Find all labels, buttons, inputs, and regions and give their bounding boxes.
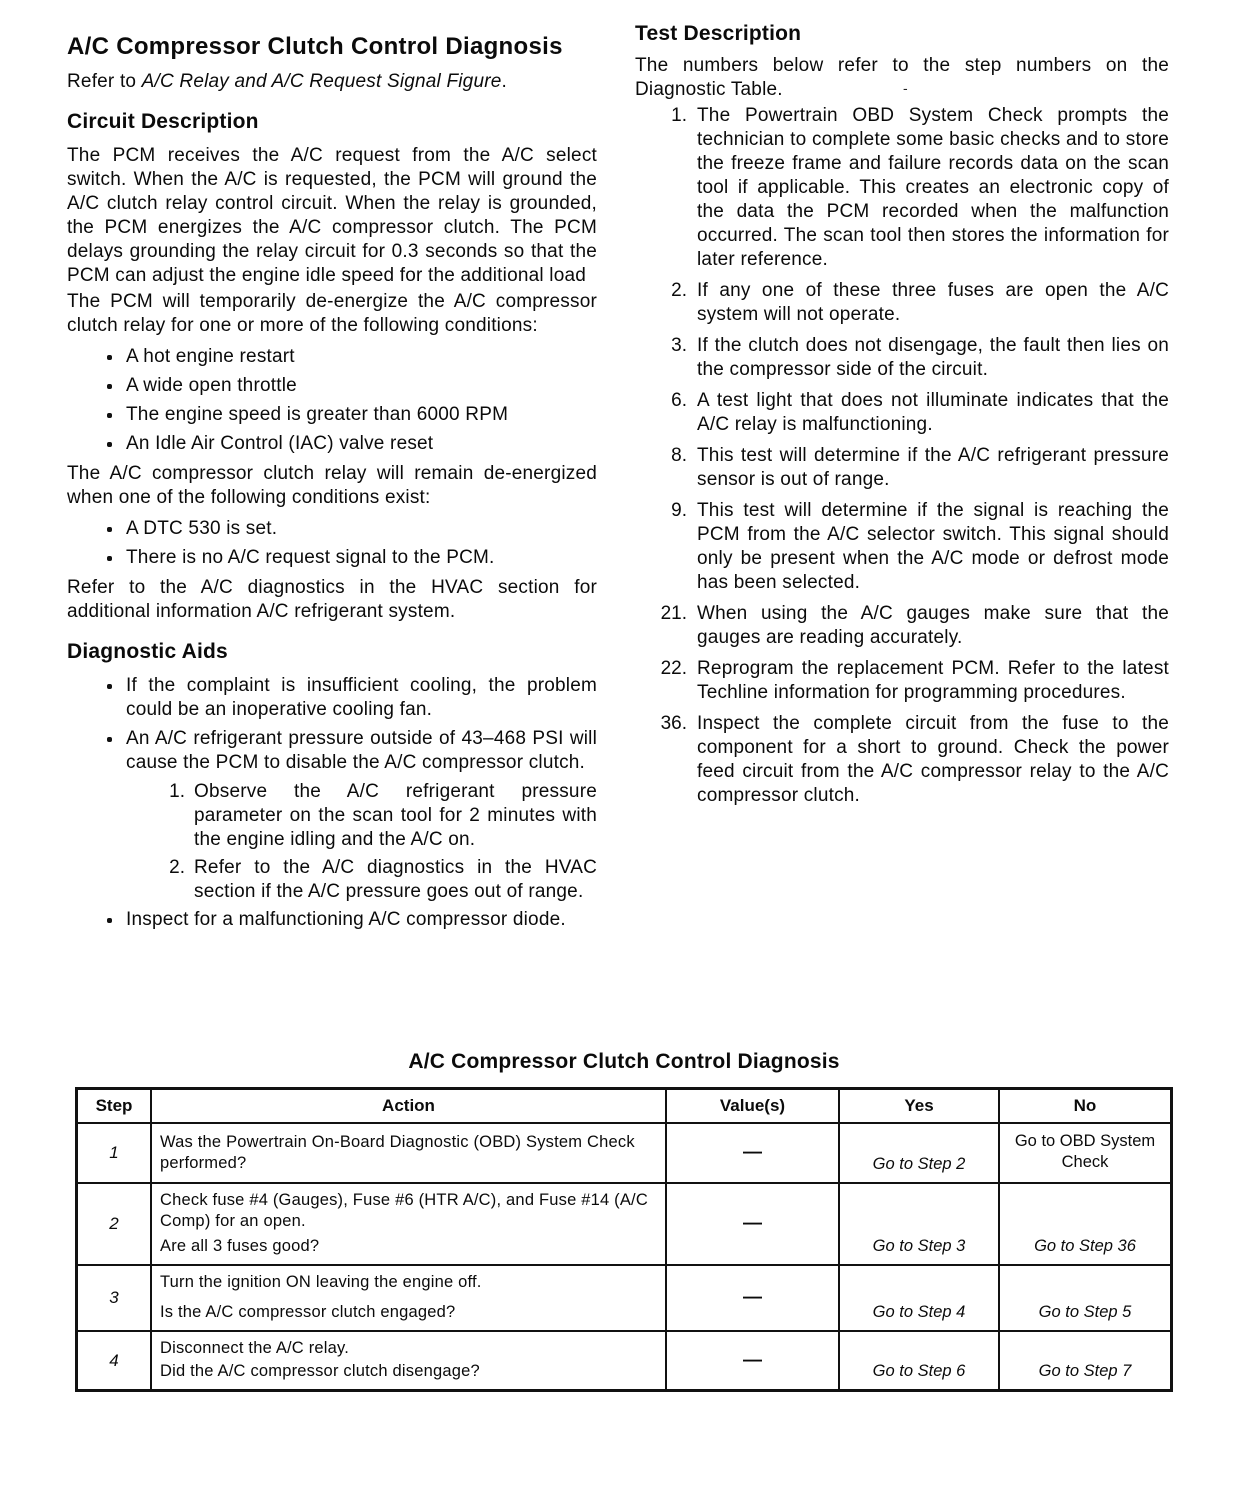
list-item-text: Inspect for a malfunctioning A/C compressor diode.: [126, 909, 566, 930]
sub-step-item: [67, 780, 597, 852]
test-step-item: [635, 712, 1169, 808]
list-item-text: An A/C refrigerant pressure outside of 43–468 PSI will cause the PCM to disable the A/C compressor clutch.: [126, 728, 597, 773]
no-cell: Go to Step 36: [998, 1184, 1170, 1264]
list-item: [67, 374, 597, 398]
bullet-icon: [107, 737, 112, 742]
no-cell: Go to Step 7: [998, 1332, 1170, 1389]
action-question: Did the A/C compressor clutch disengage?: [160, 1362, 480, 1380]
right-column: [635, 20, 1169, 938]
test-step-number: 9.: [671, 500, 687, 521]
table-row: [78, 1264, 1170, 1330]
bullet-icon: [107, 527, 112, 532]
left-column: [67, 20, 597, 938]
refer-figure-name: A/C Relay and A/C Request Signal Figure: [141, 71, 502, 92]
test-step-number: 8.: [671, 445, 687, 466]
diagnostic-aids-heading: Diagnostic Aids: [67, 640, 228, 663]
step-number: 2: [109, 1214, 119, 1233]
action-text: Check fuse #4 (Gauges), Fuse #6 (HTR A/C), and Fuse #14 (A/C Comp) for an open.: [160, 1191, 648, 1230]
sub-step-number: 1.: [169, 781, 185, 802]
test-step-text: This test will determine if the A/C refrigerant pressure sensor is out of range.: [697, 445, 1169, 490]
diagnostic-table: [75, 1087, 1173, 1392]
test-step-text: The Powertrain OBD System Check prompts the technician to complete some basic checks and to store the freeze frame and failure records data on the scan tool if applicable. This creates an electronic copy of the data the PCM recorded when the malfunction occurred. The scan tool then stores the information for later reference.: [697, 105, 1169, 270]
action-text: Turn the ignition ON leaving the engine off.: [160, 1273, 482, 1291]
test-step-text: This test will determine if the signal is reaching the PCM from the A/C selector switch. This signal should only be present when the A/C mode or defrost mode has been selected.: [697, 500, 1169, 593]
test-step-text: A test light that does not illuminate indicates that the A/C relay is malfunctioning.: [697, 390, 1169, 435]
sub-step-number: 2.: [169, 857, 185, 878]
no-cell: Go to Step 5: [998, 1266, 1170, 1330]
test-step-text: Reprogram the replacement PCM. Refer to the latest Techline information for programming procedures.: [697, 658, 1169, 703]
refer-suffix: .: [501, 71, 507, 92]
list-item-text: A wide open throttle: [126, 375, 297, 396]
action-question: Is the A/C compressor clutch engaged?: [160, 1303, 456, 1321]
list-item-text: There is no A/C request signal to the PCM.: [126, 547, 495, 568]
list-item-text: A hot engine restart: [126, 346, 295, 367]
bullet-icon: [107, 556, 112, 561]
bullet-icon: [107, 355, 112, 360]
step-number: 1: [109, 1143, 119, 1162]
bullet-icon: [107, 413, 112, 418]
list-item-text: An Idle Air Control (IAC) valve reset: [126, 433, 434, 454]
header-step: Step: [95, 1096, 133, 1115]
list-item-text: The engine speed is greater than 6000 RPM: [126, 404, 509, 425]
list-item: [67, 403, 597, 427]
test-step-item: [635, 104, 1169, 272]
diagnostic-aids-list: [67, 674, 597, 932]
scan-artifact-mark: -: [903, 80, 909, 96]
sub-step-text: Observe the A/C refrigerant pressure parameter on the scan tool for 2 minutes with the engine idling and the A/C on.: [194, 781, 597, 850]
test-step-number: 36.: [660, 713, 687, 734]
test-step-item: [635, 499, 1169, 595]
table-header-row: [78, 1090, 1170, 1122]
deenergize-conditions-list: [67, 345, 597, 456]
step-number: 3: [109, 1288, 119, 1307]
test-step-item: [635, 389, 1169, 437]
refer-prefix: Refer to: [67, 71, 142, 92]
value-cell: —: [665, 1124, 838, 1182]
test-step-text: When using the A/C gauges make sure that the gauges are reading accurately.: [697, 603, 1169, 648]
yes-cell: Go to Step 2: [838, 1124, 998, 1182]
list-item: [67, 546, 597, 570]
value-cell: —: [665, 1184, 838, 1264]
table-row: [78, 1330, 1170, 1389]
test-step-item: [635, 602, 1169, 650]
action-cell: [150, 1266, 665, 1330]
bullet-icon: [107, 684, 112, 689]
list-item: [67, 727, 597, 775]
action-text: Disconnect the A/C relay.: [160, 1339, 350, 1357]
circuit-paragraph-4: Refer to the A/C diagnostics in the HVAC section for additional information A/C refrigerant system.: [67, 577, 597, 622]
table-row: [78, 1182, 1170, 1264]
step-number: 4: [109, 1350, 119, 1370]
two-column-body: [67, 0, 1171, 938]
list-item: [67, 674, 597, 722]
diagnostic-table-section: [0, 1050, 1248, 1392]
test-step-number: 1.: [671, 105, 687, 126]
circuit-paragraph-3: The A/C compressor clutch relay will remain de-energized when one of the following conditions exist:: [67, 463, 597, 508]
action-text: Was the Powertrain On-Board Diagnostic (OBD) System Check performed?: [160, 1132, 635, 1172]
page-title: A/C Compressor Clutch Control Diagnosis: [67, 33, 563, 60]
list-item: [67, 517, 597, 541]
action-cell: [150, 1184, 665, 1264]
test-step-number: 2.: [671, 280, 687, 301]
test-step-item: [635, 657, 1169, 705]
test-step-number: 21.: [660, 603, 687, 624]
action-cell: [150, 1332, 665, 1389]
circuit-description-heading: Circuit Description: [67, 110, 259, 133]
test-step-text: If the clutch does not disengage, the fault then lies on the compressor side of the circuit.: [697, 335, 1169, 380]
list-item: [67, 345, 597, 369]
table-title: A/C Compressor Clutch Control Diagnosis: [408, 1050, 840, 1073]
action-question: Are all 3 fuses good?: [160, 1237, 320, 1255]
value-cell: —: [665, 1332, 838, 1389]
remain-deenergized-list: [67, 517, 597, 570]
circuit-paragraph-2: The PCM will temporarily de-energize the A/C compressor clutch relay for one or more of the following conditions:: [67, 291, 597, 336]
test-step-number: 6.: [671, 390, 687, 411]
header-action: Action: [150, 1090, 665, 1122]
test-step-text: If any one of these three fuses are open the A/C system will not operate.: [697, 280, 1169, 325]
action-cell: [150, 1124, 665, 1182]
list-item-text: A DTC 530 is set.: [126, 518, 278, 539]
figure-reference: [67, 70, 597, 94]
header-no: No: [998, 1090, 1170, 1122]
header-values: Value(s): [665, 1090, 838, 1122]
sub-step-item: [67, 856, 597, 904]
yes-cell: Go to Step 4: [838, 1266, 998, 1330]
test-description-intro: The numbers below refer to the step numbers on the Diagnostic Table.: [635, 55, 1169, 100]
yes-cell: Go to Step 3: [838, 1184, 998, 1264]
bullet-icon: [107, 918, 112, 923]
no-cell: Go to OBD System Check: [998, 1124, 1170, 1182]
header-yes: Yes: [838, 1090, 998, 1122]
sub-step-text: Refer to the A/C diagnostics in the HVAC section if the A/C pressure goes out of range.: [194, 857, 597, 902]
list-item: [67, 432, 597, 456]
list-item-text: If the complaint is insufficient cooling, the problem could be an inoperative cooling fan.: [126, 675, 597, 720]
bullet-icon: [107, 442, 112, 447]
bullet-icon: [107, 384, 112, 389]
test-step-number: 22.: [660, 658, 687, 679]
test-step-number: 3.: [671, 335, 687, 356]
value-cell: —: [665, 1266, 838, 1330]
test-step-item: [635, 279, 1169, 327]
table-row: [78, 1122, 1170, 1182]
test-step-item: [635, 334, 1169, 382]
test-step-text: Inspect the complete circuit from the fuse to the component for a short to ground. Check the power feed circuit from the A/C compressor relay to the A/C compressor clutch.: [697, 713, 1169, 806]
yes-cell: Go to Step 6: [838, 1332, 998, 1389]
circuit-paragraph-1: The PCM receives the A/C request from the A/C select switch. When the A/C is requested, the PCM will ground the A/C clutch relay control circuit. When the relay is grounded, the PCM energizes the A/C compressor clutch. The PCM delays grounding the relay circuit for 0.3 seconds so that the PCM can adjust the engine idle speed for the additional load: [67, 145, 597, 286]
list-item: [67, 908, 597, 932]
test-description-heading: Test Description: [635, 22, 802, 45]
test-step-item: [635, 444, 1169, 492]
